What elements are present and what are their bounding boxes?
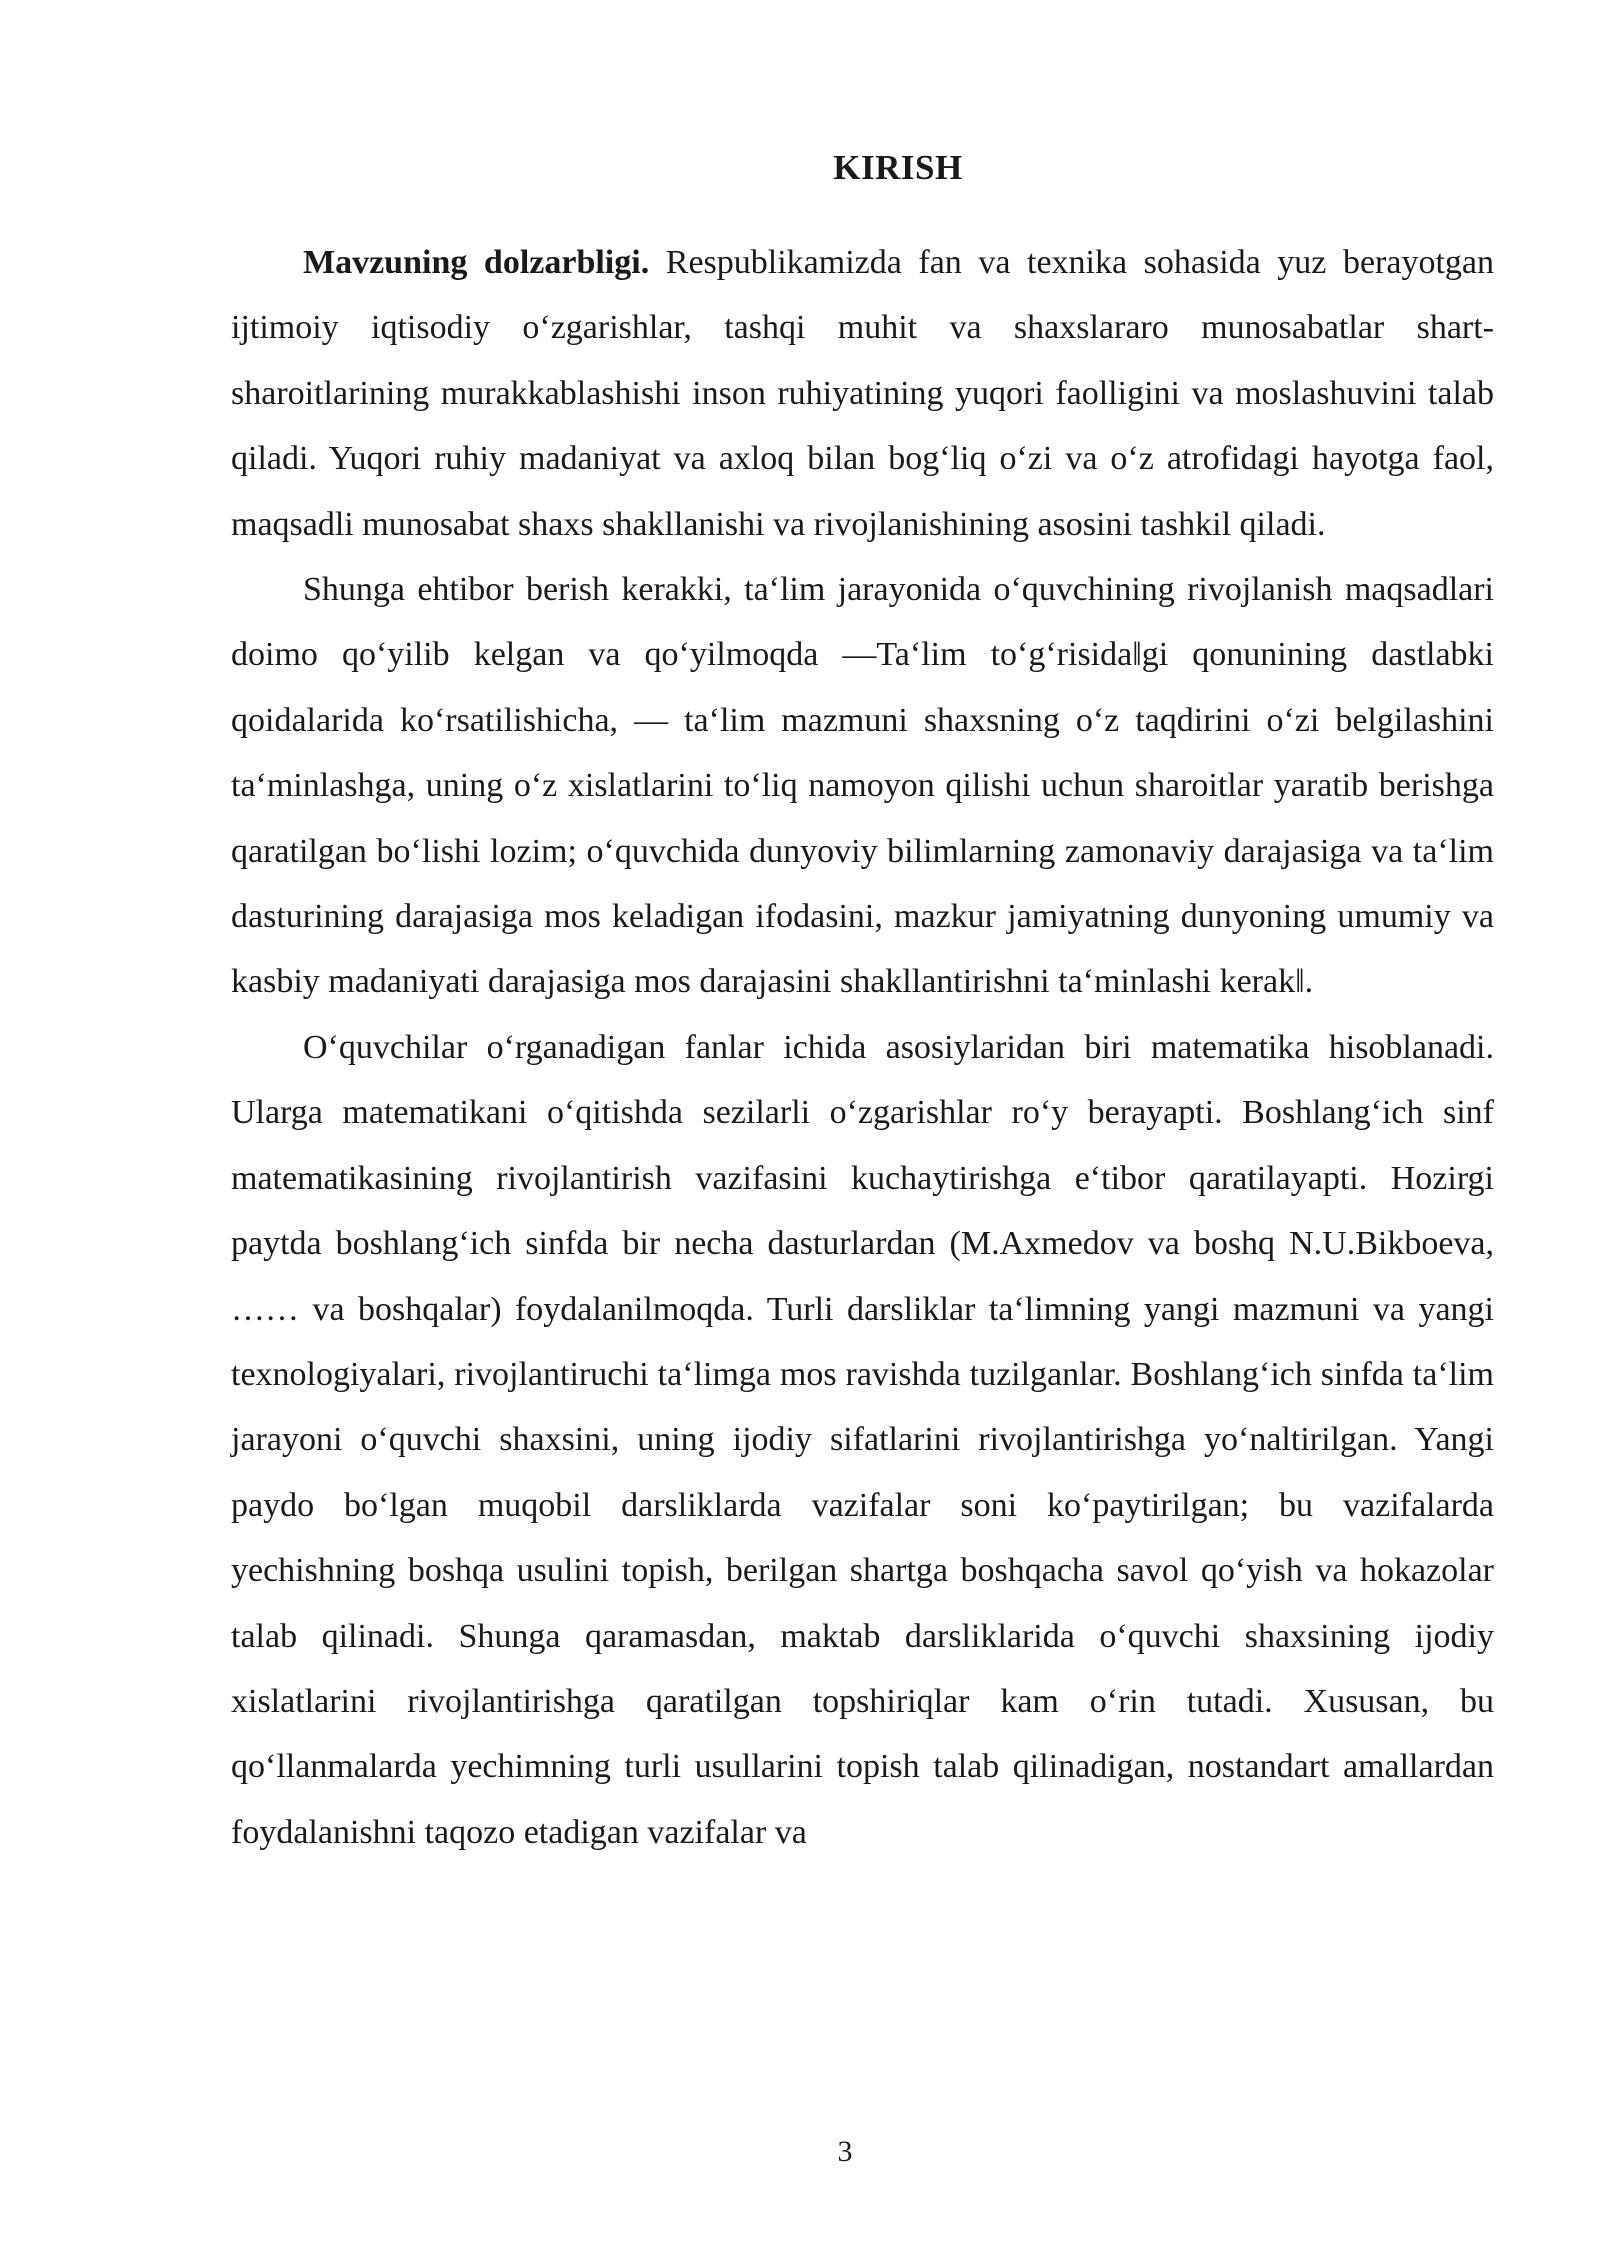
document-body [231,230,1494,1865]
paragraph-text: Respublikamizda fan va texnika sohasida yuz berayotgan ijtimoiy iqtisodiy o‘zgarishlar, tashqi muhit va shaxslararo munosabatlar shart-sharoitlarining murakkablashishi inson ruhiyatining yuqori faolligini va moslashuvini talab qiladi. Yuqori ruhiy madaniyat va axloq bilan bog‘liq o‘zi va o‘z atrofidagi hayotga faol, maqsadli munosabat shaxs shakllanishi va rivojlanishining asosini tashkil qiladi. [231,244,1494,543]
paragraph-education-law [231,557,1494,1015]
paragraph-mathematics [231,1015,1494,1865]
paragraph-text: Shunga ehtibor berish kerakki, ta‘lim jarayonida o‘quvchining rivojlanish maqsadlari doimo qo‘yilib kelgan va qo‘yilmoqda ―Ta‘lim to‘g‘risida‖gi qonunining dastlabki qoidalarida ko‘rsatilishicha, ― ta‘lim mazmuni shaxsning o‘z taqdirini o‘zi belgilashini ta‘minlashga, uning o‘z xislatlarini to‘liq namoyon qilishi uchun sharoitlar yaratib berishga qaratilgan bo‘lishi lozim; o‘quvchida dunyoviy bilimlarning zamonaviy darajasiga va ta‘lim dasturining darajasiga mos keladigan ifodasini, mazkur jamiyatning dunyoning umumiy va kasbiy madaniyati darajasiga mos darajasini shakllantirishni ta‘minlashi kerak‖. [231,571,1494,1001]
page-title: KIRISH [833,148,963,187]
paragraph-text: O‘quvchilar o‘rganadigan fanlar ichida asosiylaridan biri matematika hisoblanadi. Ularga matematikani o‘qitishda sezilarli o‘zgarishlar ro‘y berayapti. Boshlang‘ich sinf matematikasining rivojlantirish vazifasini kuchaytirishga e‘tibor qaratilayapti. Hozirgi paytda boshlang‘ich sinfda bir necha dasturlardan (M.Axmedov va boshq N.U.Bikboeva, …… va boshqalar) foydalanilmoqda. Turli darsliklar ta‘limning yangi mazmuni va yangi texnologiyalari, rivojlantiruchi ta‘limga mos ravishda tuzilganlar. Boshlang‘ich sinfda ta‘lim jarayoni o‘quvchi shaxsini, uning ijodiy sifatlarini rivojlantirishga yo‘naltirilgan. Yangi paydo bo‘lgan muqobil darsliklarda vazifalar soni ko‘paytirilgan; bu vazifalarda yechishning boshqa usulini topish, berilgan shartga boshqacha savol qo‘yish va hokazolar talab qilinadi. Shunga qaramasdan, maktab darsliklarida o‘quvchi shaxsining ijodiy xislatlarini rivojlantirishga qaratilgan topshiriqlar kam o‘rin tutadi. Xususan, bu qo‘llanmalarda yechimning turli usullarini topish talab qilinadigan, nostandart amallardan foydalanishni taqozo etadigan vazifalar va [231,1028,1494,1851]
paragraph-lead: Mavzuning dolzarbligi. [303,244,650,281]
paragraph-relevance [231,230,1494,557]
page-number: 3 [837,2135,853,2168]
